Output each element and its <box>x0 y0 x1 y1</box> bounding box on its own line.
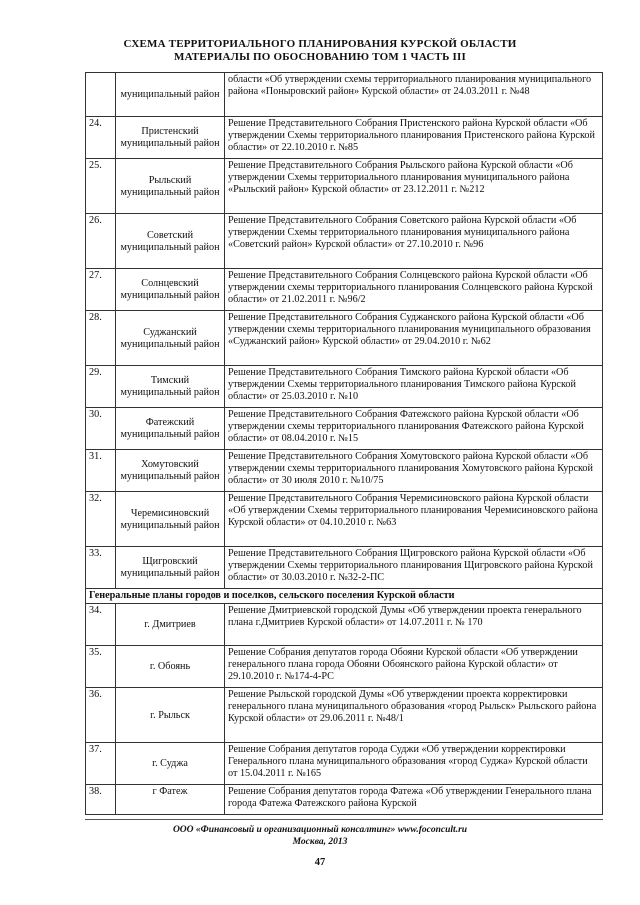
row-document: Решение Представительного Собрания Тимского района Курской области «Об утверждении Схемы территориального планирования Тимского района Курской области» от 25.03.2010 г. №10 <box>225 366 603 408</box>
row-number: 33. <box>86 547 116 589</box>
row-name: Щигровский муниципальный район <box>116 547 225 589</box>
footer-city-year: Москва, 2013 <box>292 837 348 847</box>
table-row <box>86 785 603 815</box>
row-name: Хомутовский муниципальный район <box>116 450 225 492</box>
document-header <box>0 38 640 64</box>
table-row <box>86 450 603 492</box>
row-number: 34. <box>86 604 116 646</box>
row-number: 38. <box>86 785 116 815</box>
row-number: 30. <box>86 408 116 450</box>
row-number: 29. <box>86 366 116 408</box>
table-row <box>86 73 603 117</box>
table-row <box>86 408 603 450</box>
table-row <box>86 366 603 408</box>
documents-table <box>85 72 603 815</box>
footer-divider <box>85 819 603 820</box>
row-document: Решение Собрания депутатов города Фатежа «Об утверждении Генерального плана города Фатежа Фатежского района Курской <box>225 785 603 815</box>
row-document: Решение Собрания депутатов города Обояни Курской области «Об утверждении генерального плана города Обояни Обоянского района Курской области» от 29.10.2010 г. №174-4-РС <box>225 646 603 688</box>
row-number: 32. <box>86 492 116 547</box>
footer-company: ООО «Финансовый и организационный консалтинг» www.foconcult.ru <box>172 825 468 835</box>
row-name: Пристенский муниципальный район <box>116 117 225 159</box>
table-row <box>86 547 603 589</box>
row-document: Решение Рыльской городской Думы «Об утверждении проекта корректировки генерального плана муниципального образования «город Рыльск» Рыльского района Курской области» от 29.06.2011 г. №48/1 <box>225 688 603 743</box>
row-name: Фатежский муниципальный район <box>116 408 225 450</box>
row-number: 37. <box>86 743 116 785</box>
row-number <box>86 73 116 117</box>
row-name: г. Обоянь <box>116 646 225 688</box>
section-title: Генеральные планы городов и поселков, сельского поселения Курской области <box>86 589 603 604</box>
row-document: Решение Представительного Собрания Черемисиновского района Курской области «Об утверждении Схемы территориального планирования Черемисиновского района Курской области» от 04.10.2010 г. №63 <box>225 492 603 547</box>
row-name: г. Суджа <box>116 743 225 785</box>
table-row <box>86 311 603 366</box>
row-name: г. Рыльск <box>116 688 225 743</box>
table-row <box>86 604 603 646</box>
row-number: 26. <box>86 214 116 269</box>
row-name: г. Дмитриев <box>116 604 225 646</box>
page-number: 47 <box>314 857 326 868</box>
row-document: Решение Представительного Собрания Фатежского района Курской области «Об утверждении схемы территориального планирования Фатежского района Курской области» от 08.04.2010 г. №15 <box>225 408 603 450</box>
document-footer <box>0 824 640 848</box>
table-row <box>86 117 603 159</box>
header-title: СХЕМА ТЕРРИТОРИАЛЬНОГО ПЛАНИРОВАНИЯ КУРСКОЙ ОБЛАСТИ <box>123 38 517 50</box>
row-number: 36. <box>86 688 116 743</box>
table-row <box>86 743 603 785</box>
row-number: 28. <box>86 311 116 366</box>
row-name: г Фатеж <box>116 785 225 815</box>
row-name: муниципальный район <box>116 73 225 117</box>
header-subtitle: МАТЕРИАЛЫ ПО ОБОСНОВАНИЮ ТОМ 1 ЧАСТЬ III <box>174 51 466 63</box>
row-name: Тимский муниципальный район <box>116 366 225 408</box>
table-row <box>86 688 603 743</box>
row-document: Решение Представительного Собрания Пристенского района Курской области «Об утверждении Схемы территориального планирования Пристенского района Курской области» от 22.10.2010 г. №85 <box>225 117 603 159</box>
row-document: Решение Представительного Собрания Щигровского района Курской области «Об утверждении Схемы территориального планирования Щигровского района Курской области» от 30.03.2010 г. №32-2-ПС <box>225 547 603 589</box>
row-document: Решение Представительного Собрания Солнцевского района Курской области «Об утверждении схемы территориального планирования Солнцевского района Курской области» от 21.02.2011 г. №96/2 <box>225 269 603 311</box>
table-row <box>86 646 603 688</box>
table-row <box>86 269 603 311</box>
row-name: Рыльский муниципальный район <box>116 159 225 214</box>
row-document: Решение Дмитриевской городской Думы «Об утверждении проекта генерального плана г.Дмитриев Курской области» от 14.07.2011 г. № 170 <box>225 604 603 646</box>
table-row <box>86 214 603 269</box>
row-number: 27. <box>86 269 116 311</box>
row-name: Солнцевский муниципальный район <box>116 269 225 311</box>
row-number: 25. <box>86 159 116 214</box>
row-document: Решение Представительного Собрания Суджанского района Курской области «Об утверждении схемы территориального планирования муниципального образования «Суджанский район» Курской области» от 29.04.2010 г. №62 <box>225 311 603 366</box>
row-number: 35. <box>86 646 116 688</box>
row-document: Решение Представительного Собрания Хомутовского района Курской области «Об утверждении схемы территориального планирования Хомутовского района Курской области» от 30 июля 2010 г. №10/75 <box>225 450 603 492</box>
row-name: Суджанский муниципальный район <box>116 311 225 366</box>
section-header-row <box>86 589 603 604</box>
row-document: Решение Представительного Собрания Рыльского района Курской области «Об утверждении Схемы территориального планирования муниципального района «Рыльский район» Курской области» от 23.12.2011 г. №212 <box>225 159 603 214</box>
row-document: области «Об утверждении схемы территориального планирования муниципального района «Поныровский район» Курской области» от 24.03.2011 г. №48 <box>225 73 603 117</box>
row-document: Решение Собрания депутатов города Суджи «Об утверждении корректировки Генерального плана муниципального образования «город Суджа» Курской области от 15.04.2011 г. №165 <box>225 743 603 785</box>
row-number: 24. <box>86 117 116 159</box>
row-document: Решение Представительного Собрания Советского района Курской области «Об утверждении Схемы территориального планирования муниципального района «Советский район» Курской области» от 27.10.2010 г. №96 <box>225 214 603 269</box>
row-name: Черемисиновский муниципальный район <box>116 492 225 547</box>
table-row <box>86 492 603 547</box>
row-name: Советский муниципальный район <box>116 214 225 269</box>
table-row <box>86 159 603 214</box>
row-number: 31. <box>86 450 116 492</box>
